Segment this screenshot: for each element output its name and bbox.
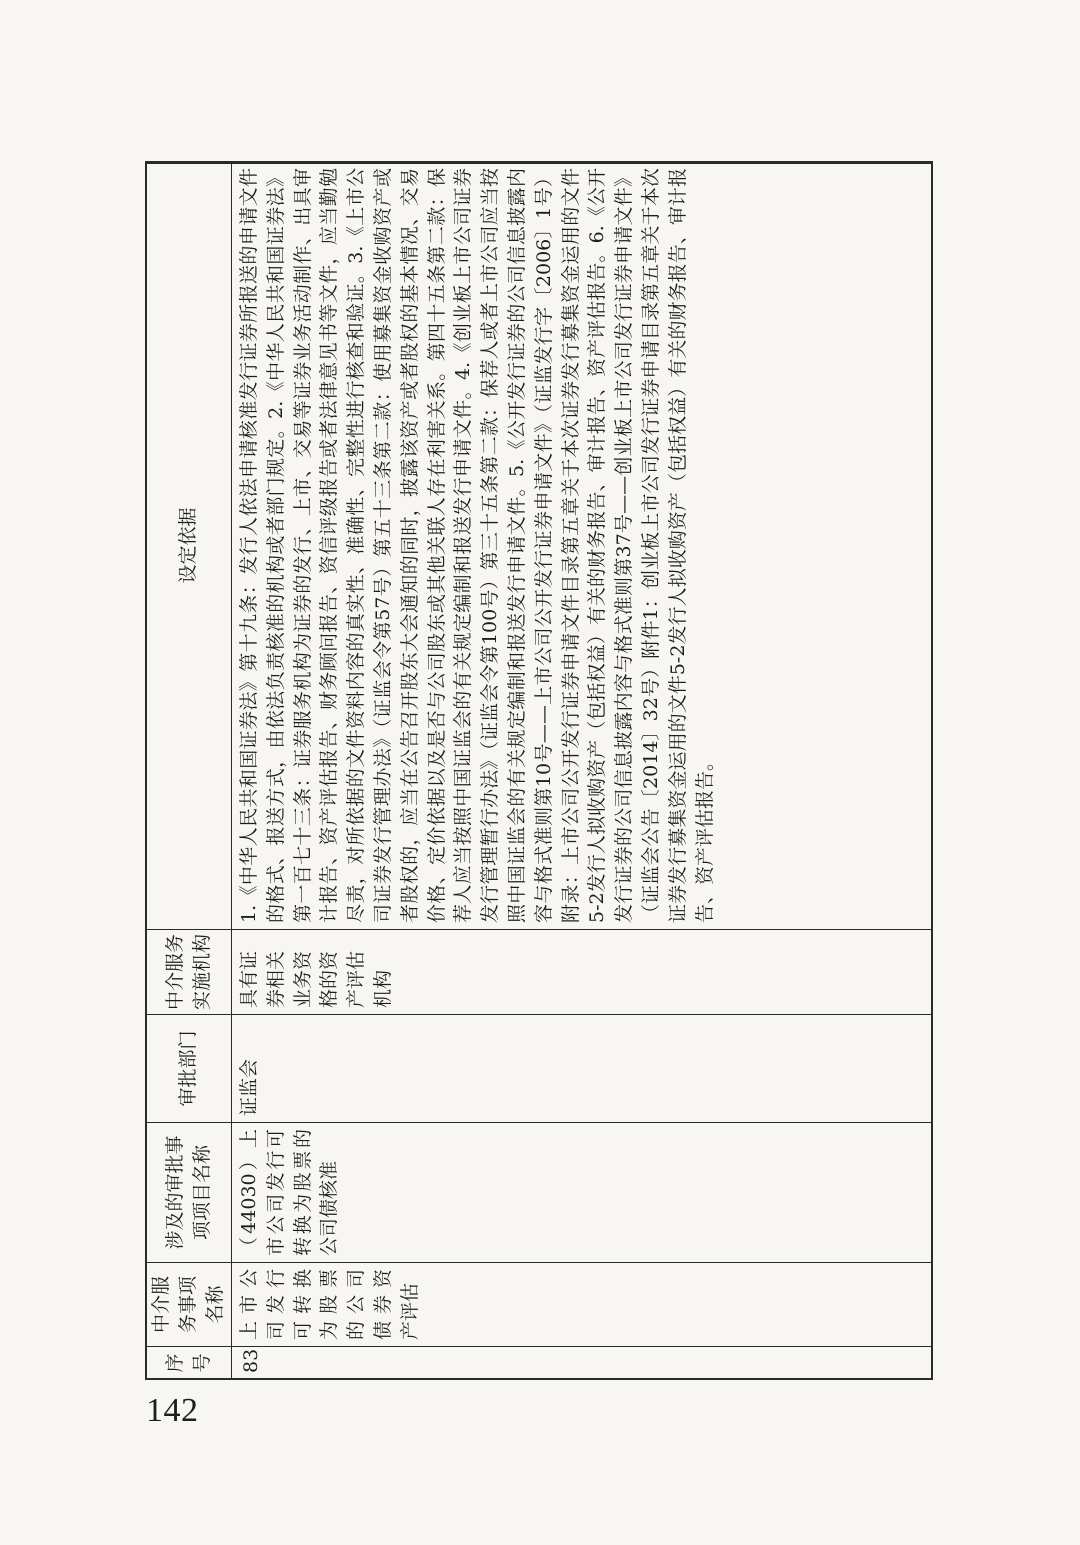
cell-seq: 83 <box>232 1347 933 1380</box>
header-approving-dept: 审批部门 <box>146 1015 232 1123</box>
page-number: 142 <box>146 1392 199 1429</box>
cell-basis: 1.《中华人民共和国证券法》第十九条：发行人依法申请核准发行证券所报送的申请文件的格式、报送方式，由依法负责核准的机构或者部门规定。2.《中华人民共和国证券法》第一百七十三条：证券服务机构为证券的发行、上市、交易等证券业务活动制作、出具审计报告、资产评估报告、财务顾问报告、资信评级报告或者法律意见书等文件，应当勤勉尽责，对所依据的文件资料内容的真实性、准确性、完整性进行核查和验证。3.《上市公司证券发行管理办法》（证监会令第57号）第五十三条第二款：使用募集资金收购资产或者股权的，应当在公告召开股东大会通知的同时，披露该资产或者股权的基本情况、交易价格、定价依据以及是否与公司股东或其他关联人存在利害关系。第四十五条第二款：保荐人应当按照中国证监会的有关规定编制和报送发行申请文件。4.《创业板上市公司证券发行管理暂行办法》（证监会令第100号）第三十五条第二款：保荐人或者上市公司应当按照中国证监会的有关规定编制和报送发行申请文件。5.《公开发行证券的公司信息披露内容与格式准则第10号——上市公司公开发行证券申请文件》（证监发行字〔2006〕1号）附录：上市公司公开发行证券申请文件目录第五章关于本次证券发行募集资金运用的文件5-2发行人拟收购资产（包括权益）有关的财务报告、审计报告、资产评估报告。6.《公开发行证券的公司信息披露内容与格式准则第37号——创业板上市公司发行证券申请文件》（证监会公告〔2014〕32号）附件1：创业板上市公司发行证券申请目录第五章关于本次证券发行募集资金运用的文件5-2发行人拟收购资产（包括权益）有关的财务报告、审计报告、资产评估报告。 <box>232 162 933 930</box>
service-items-table <box>145 161 933 1380</box>
header-seq: 序号 <box>146 1347 232 1380</box>
cell-approval-item: （44030）上市公司发行可转换为股票的公司债核准 <box>232 1123 933 1263</box>
table-header-row <box>146 162 232 1380</box>
header-approval-item: 涉及的审批事项项目名称 <box>146 1123 232 1263</box>
cell-service-name: 上市公司发行可转换为股票的公司债券资产评估 <box>232 1263 933 1347</box>
rotated-table-container <box>145 162 933 1380</box>
header-basis: 设定依据 <box>146 162 232 930</box>
cell-service-org: 具有证券相关业务资格的资产评估机构 <box>232 930 933 1015</box>
table-row <box>232 162 933 1380</box>
header-service-org: 中介服务实施机构 <box>146 930 232 1015</box>
cell-approving-dept: 证监会 <box>232 1015 933 1123</box>
header-service-name: 中介服务事项名称 <box>146 1263 232 1347</box>
